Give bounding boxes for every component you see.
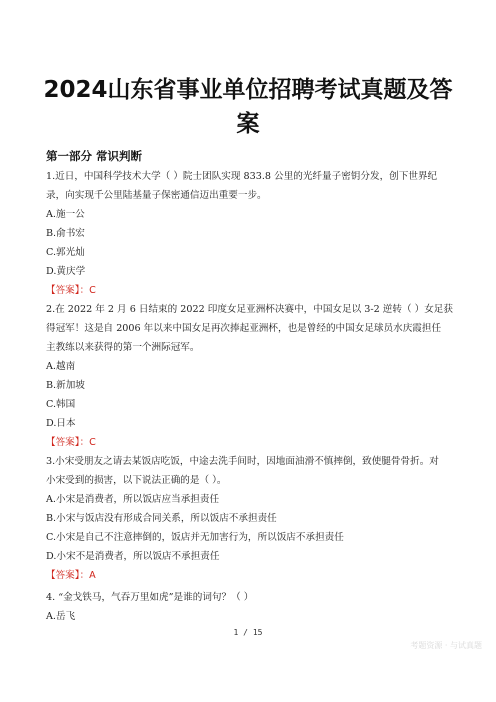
q2-answer: 【答案】：C	[46, 437, 96, 448]
q2-option-b: B.新加坡	[46, 380, 85, 391]
q2-option-d: D.日本	[46, 418, 76, 429]
q3-option-b: B.小宋与饭店没有形成合同关系，所以饭店不承担责任	[46, 513, 277, 524]
q2-stem-line-3: 主教练以来获得的第一个洲际冠军。	[46, 342, 200, 353]
q2-option-a: A.越南	[46, 361, 76, 372]
q4-option-a: A.岳飞	[46, 611, 76, 622]
q2-stem-line-1: 2.在 2022 年 2 月 6 日结束的 2022 印度女足亚洲杯决赛中，中国女足以 3-2 逆转（ ）女足获	[46, 304, 453, 315]
q1-answer: 【答案】：C	[46, 285, 96, 296]
q1-stem-line-2: 录，向实现千公里陆基量子保密通信迈出重要一步。	[46, 190, 267, 201]
q3-option-d: D.小宋不是消费者，所以饭店不承担责任	[46, 551, 220, 562]
q4-stem-line-1: 4. “金戈铁马，气吞万里如虎”是谁的词句？（ ）	[46, 592, 254, 603]
q1-stem-line-1: 1.近日，中国科学技术大学（ ）院士团队实现 833.8 公里的光纤量子密钥分发，创下世界纪	[46, 171, 438, 182]
q1-option-a: A.施一公	[46, 209, 85, 220]
document-title-line-2: 案	[236, 111, 260, 137]
q2-option-c: C.韩国	[46, 399, 76, 410]
q3-stem-line-1: 3.小宋受朋友之请去某饭店吃饭，中途去洗手间时，因地面油滑不慎摔倒，致使腿骨骨折。对	[46, 456, 439, 467]
q1-option-c: C.郭光灿	[46, 247, 85, 258]
q1-option-b: B.俞书宏	[46, 228, 85, 239]
q1-option-d: D.黄庆学	[46, 266, 86, 277]
q2-stem-line-2: 得冠军！这是自 2006 年以来中国女足再次捧起亚洲杯，也是曾经的中国女足球员水庆霞担任	[46, 323, 442, 334]
q3-option-c: C.小宋是自己不注意摔倒的，饭店并无加害行为，所以饭店不承担责任	[46, 532, 344, 543]
section-heading: 第一部分 常识判断	[46, 149, 143, 163]
document-title-line-1: 2024山东省事业单位招聘考试真题及答	[43, 77, 453, 103]
q3-stem-line-2: 小宋受到的损害，以下说法正确的是（ ）。	[46, 475, 227, 486]
page-number: 1 / 15	[233, 628, 263, 637]
watermark: 考题资源 · 与试真题	[410, 641, 482, 650]
q3-answer: 【答案】：A	[46, 570, 96, 581]
q3-option-a: A.小宋是消费者，所以饭店应当承担责任	[46, 494, 220, 505]
